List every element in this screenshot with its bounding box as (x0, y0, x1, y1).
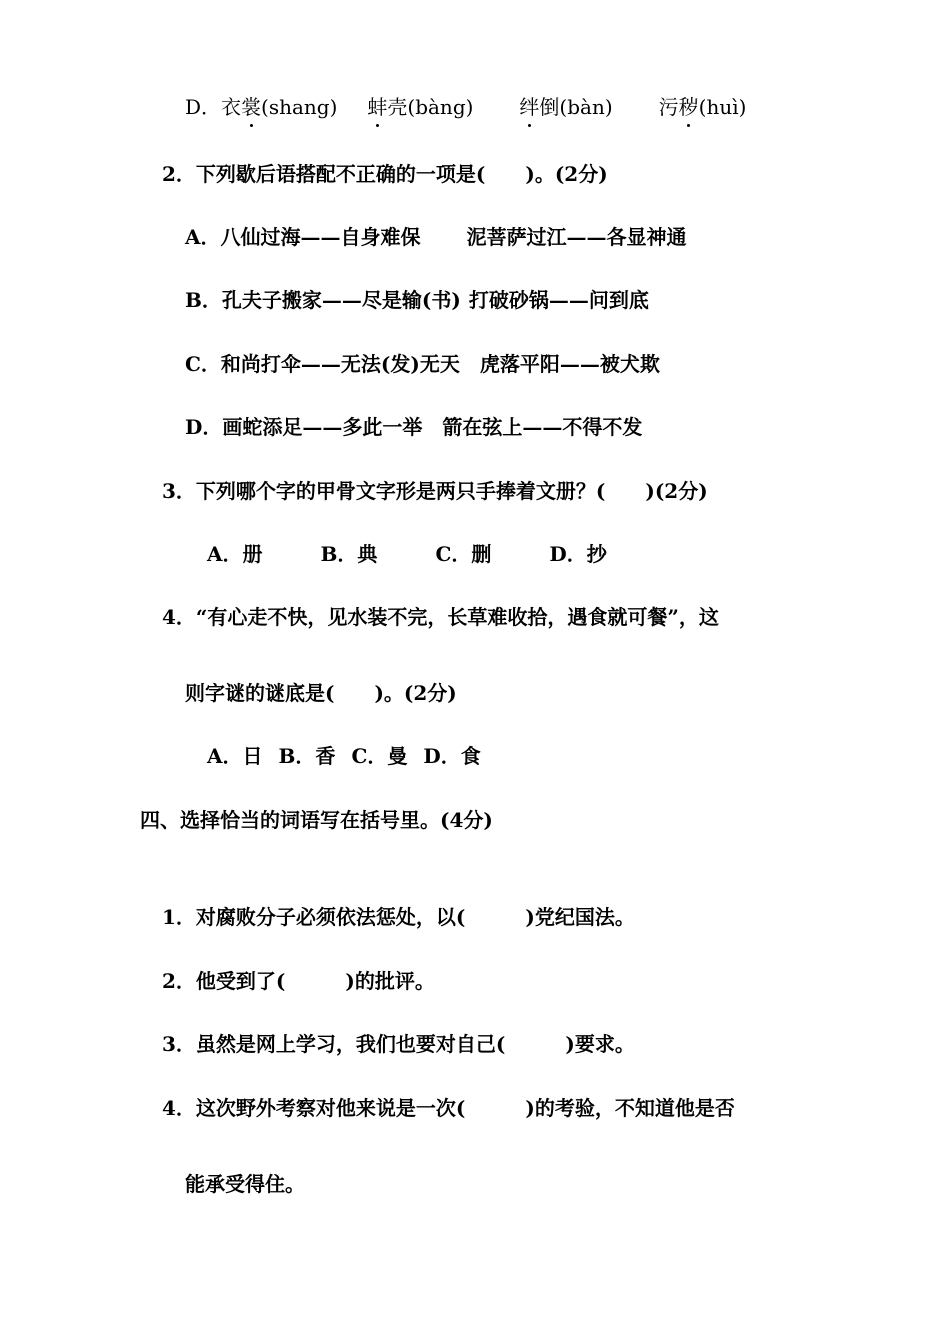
q1-word1-char1: 衣 (221, 95, 242, 119)
q2-option-d-right: 箭在弦上——不得不发 (442, 415, 643, 439)
section4-item-4-line2: 能承受得住。 (185, 1172, 305, 1196)
q1-word3-pinyin: (bàn) (559, 95, 613, 119)
q4-stem-line1: 4．“有心走不快，见水装不完，长草难收拾，遇食就可餐”，这 (162, 605, 719, 629)
q2-option-c-label: C． (185, 352, 221, 376)
q2-option-c-right: 虎落平阳——被犬欺 (479, 352, 660, 376)
section4-item-3: 3．虽然是网上学习，我们也要对自己( )要求。 (162, 1032, 635, 1056)
q2-option-b (185, 286, 649, 314)
q4-options (207, 742, 481, 770)
q3-stem: 3．下列哪个字的甲骨文字形是两只手捧着文册？( )(2分) (162, 479, 708, 503)
q1-word2-char1-dotted: 蚌 (367, 95, 388, 119)
q4-option-c: C．曼 (351, 744, 408, 768)
q2-stem: 2．下列歇后语搭配不正确的一项是( )。(2分) (162, 162, 608, 186)
q1-word1-pinyin: (shang) (261, 95, 338, 119)
q1-word3-char2: 倒 (539, 95, 560, 119)
q2-option-a-right: 泥菩萨过江——各显神通 (466, 225, 687, 249)
q4-option-a: A．日 (207, 744, 263, 768)
q1-word2-char2: 壳 (387, 95, 408, 119)
q4-stem-line2: 则字谜的谜底是( )。(2分) (185, 681, 457, 705)
q2-option-d (185, 413, 642, 441)
q4-option-b: B．香 (278, 744, 336, 768)
q3-options (207, 540, 607, 568)
section4-title: 四、选择恰当的词语写在括号里。(4分) (140, 808, 493, 832)
q2-option-a (185, 223, 687, 251)
q2-option-d-label: D． (185, 415, 223, 439)
section4-item-4: 4．这次野外考察对他来说是一次( )的考验，不知道他是否 (162, 1096, 735, 1120)
q3-option-b: B．典 (320, 542, 378, 566)
q2-option-a-label: A． (185, 225, 221, 249)
q3-option-a: A．册 (207, 542, 263, 566)
q1-word1-char2-dotted: 裳 (241, 95, 262, 119)
q1-option-d (185, 93, 746, 121)
q1-word3-char1-dotted: 绊 (519, 95, 540, 119)
q2-option-b-label: B． (185, 288, 222, 312)
q2-option-c-left: 和尚打伞——无法(发)无天 (220, 352, 460, 376)
q1-option-d-label: D． (185, 95, 222, 119)
q1-word4-pinyin: (huì) (698, 95, 747, 119)
q4-option-d: D．食 (423, 744, 481, 768)
q1-word4-char1: 污 (658, 95, 679, 119)
q2-option-a-left: 八仙过海——自身难保 (220, 225, 421, 249)
q3-option-d: D．抄 (549, 542, 607, 566)
q2-option-c (185, 350, 660, 378)
q2-option-b-right: 打破砂锅——问到底 (468, 288, 649, 312)
q3-option-c: C．删 (435, 542, 492, 566)
q1-word2-pinyin: (bàng) (407, 95, 474, 119)
q2-option-b-left: 孔夫子搬家——尽是输(书) (221, 288, 461, 312)
section4-item-2: 2．他受到了( )的批评。 (162, 969, 435, 993)
q2-option-d-left: 画蛇添足——多此一举 (222, 415, 423, 439)
q1-word4-char2-dotted: 秽 (678, 95, 699, 119)
section4-item-1: 1．对腐败分子必须依法惩处，以( )党纪国法。 (162, 905, 635, 929)
